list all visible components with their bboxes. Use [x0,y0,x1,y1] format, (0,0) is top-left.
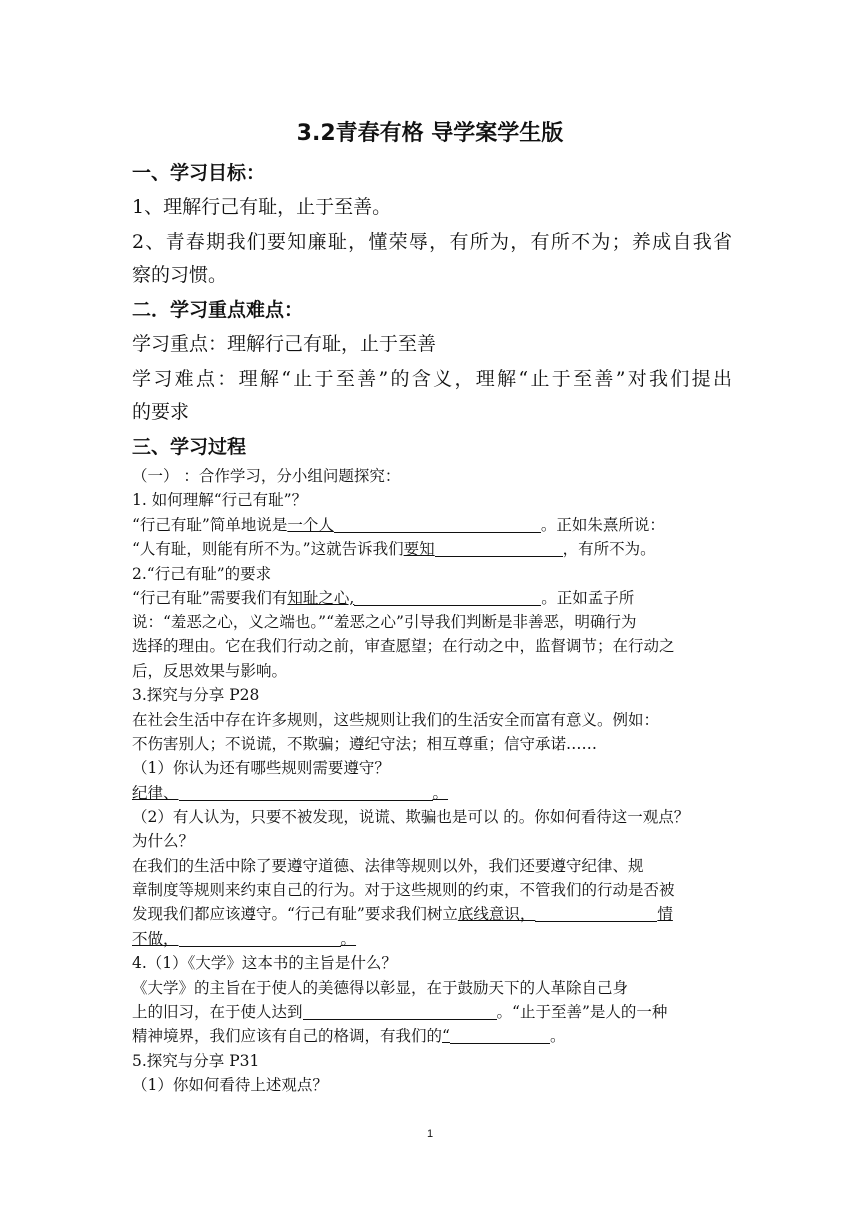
question-3-title: 3.探究与分享 P28 [132,686,260,704]
question-3-sub-2-line-2: 为什么？ [132,832,195,850]
fill-blank [179,929,341,947]
section-1-heading: 一、学习目标： [132,162,266,184]
question-2-title: 2.“行己有耻”的要求 [132,565,272,583]
fill-blank [334,515,541,533]
question-4-line-3: 精神境界，我们应该有自己的格调，有我们的“ 。 [132,1027,566,1045]
question-3-answer-1: 纪律、 。 [132,784,449,802]
objective-2-line-1: 2、青春期我们要知廉耻，懂荣辱，有所为，有所不为；养成自我省 [132,231,732,253]
question-3-para-line-2: 不伤害别人；不说谎，不欺骗；遵纪守法；相互尊重；信守承诺…… [132,735,598,753]
question-2-line-1: “行己有耻”需要我们有知耻之心, 。正如孟子所 [132,589,635,607]
question-2-line-3: 选择的理由。它在我们行动之前，审查愿望；在行动之中，监督调节；在行动之 [132,637,675,655]
fill-blank [535,904,657,922]
document-title: 3.2青春有格 导学案学生版 [296,121,564,146]
question-3-sub-1: （1）你认为还有哪些规则需要遵守？ [132,759,390,777]
question-3-para-line-1: 在社会生活中存在许多规则，这些规则让我们的生活安全而富有意义。例如： [132,711,660,729]
underlined-text: 纪律、 [132,784,179,802]
underlined-text: 要知 [403,540,435,558]
study-difficulty-line-2: 的要求 [132,401,190,423]
question-4-line-1: 《大学》的主旨在于使人的美德得以彰显，在于鼓励天下的人革除自己身 [132,979,629,997]
question-5-title: 5.探究与分享 P31 [132,1052,260,1070]
fill-blank [435,539,563,557]
objective-1: 1、理解行己有耻，止于至善。 [132,196,392,218]
section-3-intro: （一） ：合作学习，分小组问题探究： [132,467,401,485]
question-2-line-4: 后，反思效果与影响。 [132,662,288,680]
section-3-heading: 三、学习过程 [132,436,247,458]
page-number: 1 [426,1128,434,1140]
underlined-text: 不做， [132,930,179,948]
fill-blank [179,783,433,801]
question-4-line-2: 上的旧习，在于使人达到 。“止于至善”是人的一种 [132,1003,668,1021]
question-2-line-2: 说：“羞恶之心，义之端也。”“羞恶之心”引导我们判断是非善恶，明确行为 [132,613,637,631]
section-2-heading: 二．学习重点难点： [132,299,304,321]
question-3-answer-2-line-4: 不做， 。 [132,930,357,948]
study-difficulty-line-1: 学习难点：理解“止于至善”的含义，理解“止于至善”对我们提出 [132,368,732,390]
question-3-answer-2-line-1: 在我们的生活中除了要遵守道德、法律等规则以外，我们还要遵守纪律、规 [132,857,644,875]
question-3-answer-2-line-3: 发现我们都应该遵守。“行己有耻”要求我们树立底线意识， 情 [132,905,673,923]
question-3-answer-2-line-2: 章制度等规则来约束自己的行为。对于这些规则的约束，不管我们的行动是否被 [132,881,675,899]
underlined-text: 底线意识， [457,905,536,923]
study-focus: 学习重点：理解行己有耻，止于至善 [132,333,437,355]
fill-blank [354,588,541,606]
underlined-text: “ [442,1027,450,1045]
fill-blank [303,1002,497,1020]
question-1-title: 1. 如何理解“行己有耻”？ [132,491,308,509]
question-1-line-1: “行己有耻”简单地说是一个人 。正如朱熹所说： [132,516,665,534]
question-1-line-2: “人有耻，则能有所不为。”这就告诉我们要知 ，有所不为。 [132,540,656,558]
objective-2-line-2: 察的习惯。 [132,264,228,286]
question-4-title: 4.（1）《大学》这本书的主旨是什么？ [132,954,397,972]
fill-blank [450,1026,550,1044]
question-5-sub-1: （1）你如何看待上述观点？ [132,1076,328,1094]
underlined-text: 一个人 [287,516,334,534]
question-3-sub-2-line-1: （2）有人认为，只要不被发现，说谎、欺骗也是可以 的。你如何看待这一观点？ [132,808,690,826]
underlined-text: 知耻之心, [287,589,355,607]
